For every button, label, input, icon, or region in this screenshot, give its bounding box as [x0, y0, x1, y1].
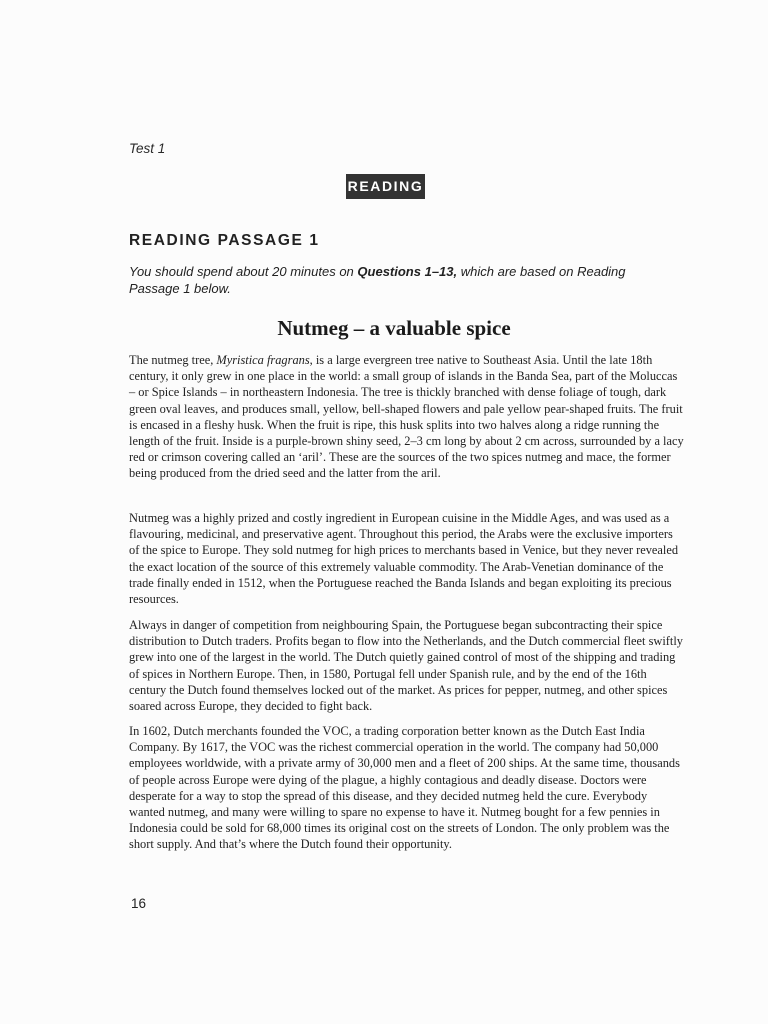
paragraph-3: Always in danger of competition from neighbouring Spain, the Portuguese began subcontracting their spice distribution to Dutch traders. Profits began to flow into the Netherlands, and the Dutch commercial fleet swiftly grew into one of the largest in the world. The Dutch quietly gained control of most of the shipping and trading of spices in Northern Europe. Then, in 1580, Portugal fell under Spanish rule, and by the end of the 16th century the Dutch found themselves locked out of the market. As prices for pepper, nutmeg, and other spices soared across Europe, they decided to fight back. — [129, 618, 684, 714]
section-banner: READING — [346, 174, 425, 199]
instructions-text-after: which are based on Reading Passage 1 below. — [129, 264, 626, 296]
paragraph-1 — [129, 352, 684, 482]
paragraph-1-species-name: Myristica fragrans — [216, 353, 310, 367]
paragraph-1-text-before: The nutmeg tree, — [129, 353, 217, 367]
paragraph-1-text-after: , is a large evergreen tree native to Southeast Asia. Until the late 18th century, it only grew in one place in the world: a small group of islands in the Banda Sea, part of the Moluccas – or Spice Islands – in northeastern Indonesia. The tree is thickly branched with dense foliage of tough, dark green oval leaves, and produces small, yellow, bell-shaped flowers and pale yellow pear-shaped fruits. The fruit is encased in a fleshy husk. When the fruit is ripe, this husk splits into two halves along a ridge running the length of the fruit. Inside is a purple-brown shiny seed, 2–3 cm long by about 2 cm across, surrounded by a lacy red or crimson covering called an ‘aril’. These are the sources of the two spices nutmeg and mace, the former being produced from the dried seed and the latter from the aril. — [129, 353, 684, 481]
instructions-questions-range: Questions 1–13, — [357, 264, 458, 279]
paragraph-4: In 1602, Dutch merchants founded the VOC, a trading corporation better known as the Dutch East India Company. By 1617, the VOC was the richest commercial operation in the world. The company had 50,000 employees worldwide, with a private army of 30,000 men and a fleet of 200 ships. At the same time, thousands of people across Europe were dying of the plague, a highly contagious and deadly disease. Doctors were desperate for a way to stop the spread of this disease, and they decided nutmeg held the cure. Everybody wanted nutmeg, and many were willing to spare no expense to have it. Nutmeg bought for a few pennies in Indonesia could be sold for 68,000 times its original cost on the streets of London. The only problem was the short supply. And that’s where the Dutch found their opportunity. — [129, 724, 680, 852]
page-number: 16 — [131, 896, 147, 911]
paragraph-2: Nutmeg was a highly prized and costly ingredient in European cuisine in the Middle Ages, and was used as a flavouring, medicinal, and preservative agent. Throughout this period, the Arabs were the exclusive importers of the spice to Europe. They sold nutmeg for high prices to merchants based in Venice, but they never revealed the exact location of the source of this extremely valuable commodity. The Arab-Venetian dominance of the trade finally ended in 1512, when the Portuguese reached the Banda Islands and began exploiting its precious resources. — [129, 511, 679, 607]
instructions-text-before: You should spend about 20 minutes on — [129, 264, 358, 279]
test-label: Test 1 — [129, 141, 166, 156]
instructions — [129, 263, 674, 297]
passage-heading: READING PASSAGE 1 — [129, 232, 320, 249]
passage-title: Nutmeg – a valuable spice — [277, 316, 511, 340]
